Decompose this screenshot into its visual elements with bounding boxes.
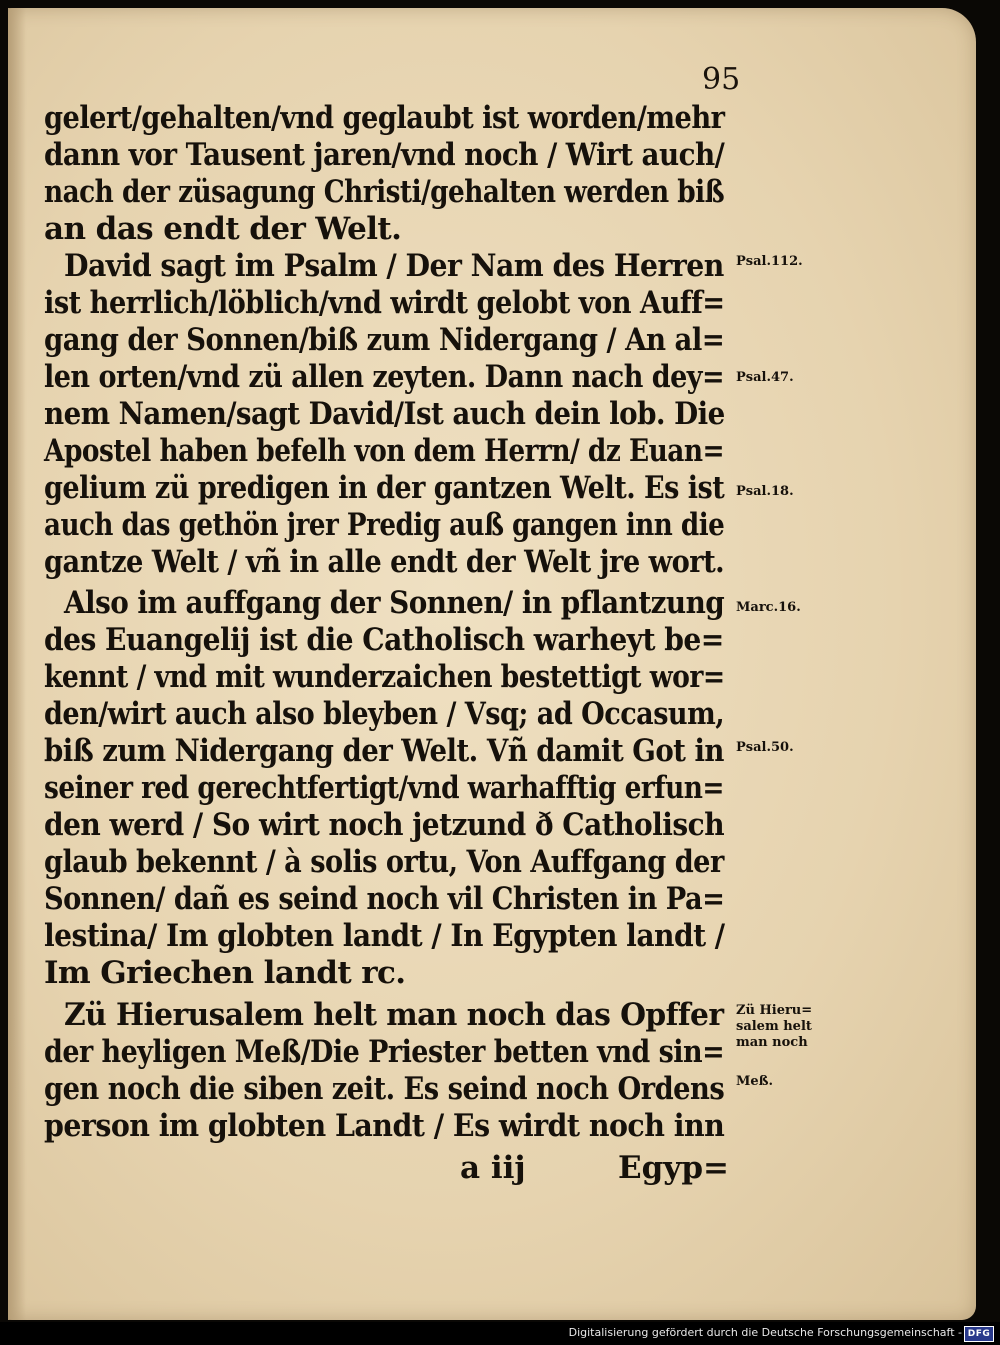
text-line: David sagt im Psalm / Der Nam des Herren: [64, 248, 724, 284]
text-line: ist herrlich/löblich/vnd wirdt gelobt von Auff=: [44, 285, 725, 321]
text-line: des Euangelij ist die Catholisch warheyt be=: [44, 622, 724, 658]
margin-note: Psal.50.: [736, 740, 794, 755]
text-line: den/wirt auch also bleyben / Vsq; ad Occasum,: [44, 696, 725, 732]
text-line: gen noch die siben zeit. Es seind noch Ordens: [44, 1071, 725, 1107]
text-line: gelert/gehalten/vnd geglaubt ist worden/mehr: [44, 100, 725, 136]
margin-note: man noch: [736, 1035, 808, 1050]
text-line: seiner red gerechtfertigt/vnd warhafftig erfun=: [44, 770, 725, 806]
text-line: Im Griechen landt rc.: [44, 955, 406, 991]
margin-note: Psal.112.: [736, 254, 803, 269]
text-line: biß zum Nidergang der Welt. Vñ damit Got in: [44, 733, 724, 769]
footer-credit: Digitalisierung gefördert durch die Deutsche Forschungsgemeinschaft -: [568, 1326, 962, 1339]
margin-note: salem helt: [736, 1019, 812, 1034]
text-line: der heyligen Meß/Die Priester betten vnd sin=: [44, 1034, 725, 1070]
catchword: Egyp=: [618, 1150, 729, 1186]
text-line: Sonnen/ dañ es seind noch vil Christen in Pa=: [44, 881, 725, 917]
text-line: kennt / vnd mit wunderzaichen bestettigt wor=: [44, 659, 725, 695]
text-line: lestina/ Im globten landt / In Egypten landt /: [44, 918, 725, 954]
text-line: nem Namen/sagt David/Ist auch dein lob. Die: [44, 396, 725, 432]
text-line: person im globten Landt / Es wirdt noch inn: [44, 1108, 725, 1144]
signature-mark: a iij: [460, 1150, 526, 1186]
text-line: Zü Hierusalem helt man noch das Opffer: [64, 997, 724, 1033]
text-line: dann vor Tausent jaren/vnd noch / Wirt auch/: [44, 137, 725, 173]
text-line: gelium zü predigen in der gantzen Welt. Es ist: [44, 470, 725, 506]
margin-note: Psal.47.: [736, 370, 794, 385]
text-line: Apostel haben befelh von dem Herrn/ dz Euan=: [44, 433, 725, 469]
text-line: den werd / So wirt noch jetzund ð Catholisch: [44, 807, 725, 843]
text-line: auch das gethön jrer Predig auß gangen inn die: [44, 507, 725, 543]
text-line: an das endt der Welt.: [44, 211, 402, 247]
footer-bar: [0, 1322, 1000, 1345]
page-gutter-shadow: [8, 8, 26, 1320]
dfg-logo-icon: DFG: [964, 1326, 994, 1342]
margin-note: Meß.: [736, 1074, 774, 1089]
text-line: glaub bekennt / à solis ortu, Von Auffgang der: [44, 844, 724, 880]
margin-note: Psal.18.: [736, 484, 794, 499]
page-number: 95: [702, 62, 741, 97]
text-line: Also im auffgang der Sonnen/ in pflantzung: [64, 585, 725, 621]
text-line: nach der züsagung Christi/gehalten werden biß: [44, 174, 725, 210]
text-line: len orten/vnd zü allen zeyten. Dann nach dey=: [44, 359, 725, 395]
text-line: gantze Welt / vñ in alle endt der Welt jre wort.: [44, 544, 725, 580]
text-line: gang der Sonnen/biß zum Nidergang / An al=: [44, 322, 725, 358]
margin-note: Marc.16.: [736, 600, 801, 615]
margin-note: Zü Hieru=: [736, 1003, 813, 1018]
